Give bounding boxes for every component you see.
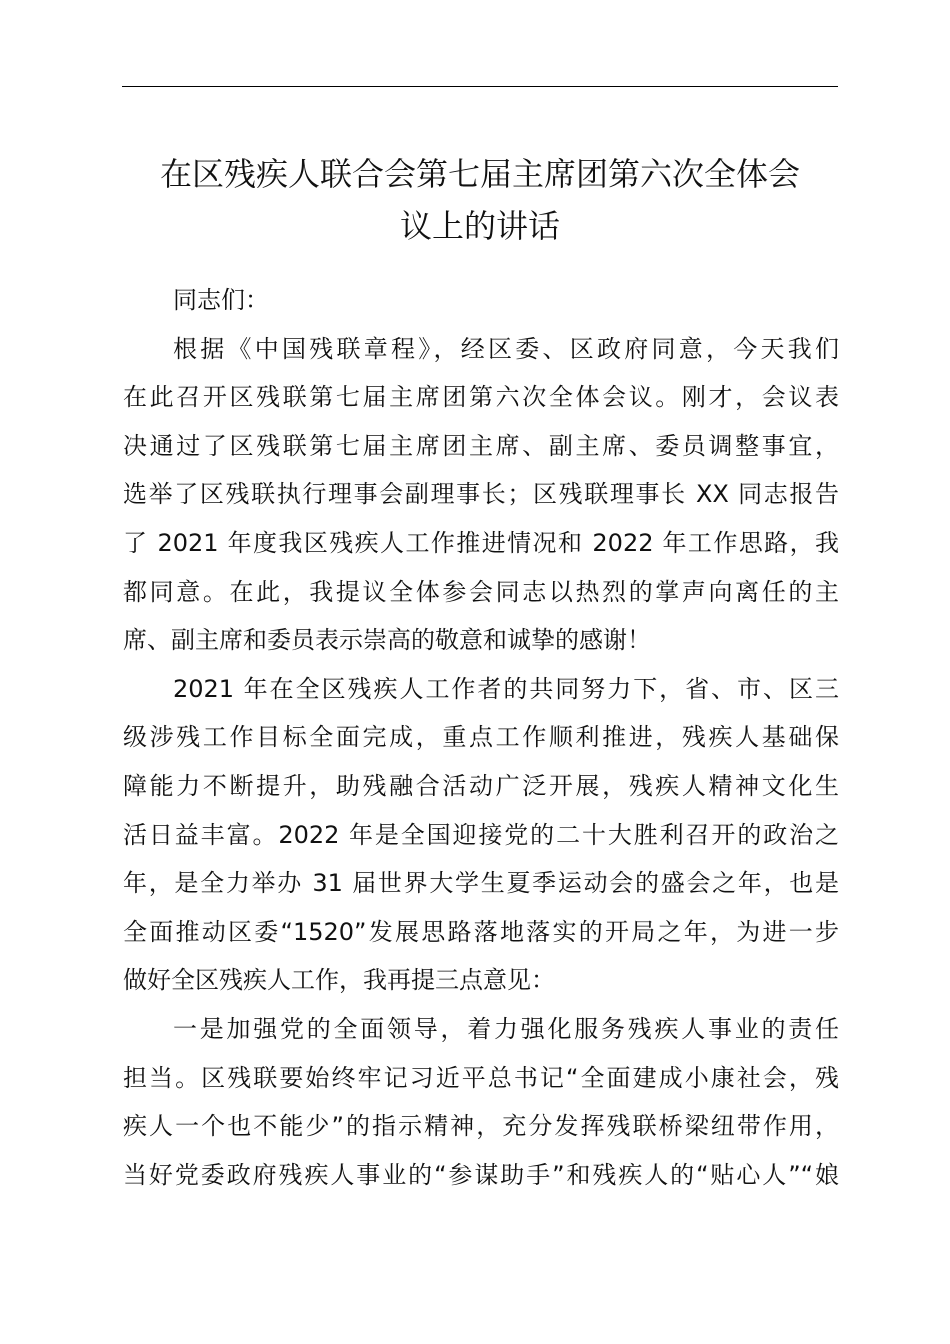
header-rule bbox=[122, 86, 838, 87]
paragraph-1-line: 决通过了区残联第七届主席团主席、副主席、委员调整事宜， bbox=[123, 431, 839, 460]
paragraph-1-line: 根据《中国残联章程》，经区委、区政府同意，今天我们 bbox=[173, 334, 839, 363]
title-line-1: 在区残疾人联合会第七届主席团第六次全体会 bbox=[159, 155, 800, 193]
paragraph-1-line: 了 2021 年度我区残疾人工作推进情况和 2022 年工作思路，我 bbox=[123, 528, 839, 557]
paragraph-2-line: 级涉残工作目标全面完成，重点工作顺利推进，残疾人基础保 bbox=[123, 723, 839, 752]
salutation: 同志们： bbox=[173, 286, 269, 314]
document-body bbox=[123, 276, 839, 1199]
paragraph-3-line: 一是加强党的全面领导，着力强化服务残疾人事业的责任 bbox=[173, 1014, 839, 1043]
paragraph-1-line: 选举了区残联执行理事会副理事长；区残联理事长 XX 同志报告 bbox=[123, 480, 839, 509]
paragraph-1-line: 都同意。在此，我提议全体参会同志以热烈的掌声向离任的主 bbox=[123, 577, 839, 606]
title-line-2: 议上的讲话 bbox=[399, 207, 560, 245]
paragraph-2-line: 活日益丰富。2022 年是全国迎接党的二十大胜利召开的政治之 bbox=[123, 820, 839, 849]
document-title bbox=[110, 148, 850, 252]
paragraph-2-line: 障能力不断提升，助残融合活动广泛开展，残疾人精神文化生 bbox=[123, 771, 839, 800]
paragraph-1-line: 席、副主席和委员表示崇高的敬意和诚挚的感谢！ bbox=[123, 626, 651, 655]
paragraph-1-line: 在此召开区残联第七届主席团第六次全体会议。刚才，会议表 bbox=[123, 383, 839, 412]
paragraph-2-line: 做好全区残疾人工作，我再提三点意见： bbox=[123, 966, 555, 995]
paragraph-3-line: 当好党委政府残疾人事业的“参谋助手”和残疾人的“贴心人”“娘 bbox=[123, 1160, 839, 1189]
paragraph-3-line: 担当。区残联要始终牢记习近平总书记“全面建成小康社会，残 bbox=[123, 1063, 839, 1092]
paragraph-2-line: 全面推动区委“1520”发展思路落地落实的开局之年，为进一步 bbox=[123, 917, 839, 946]
paragraph-3-line: 疾人一个也不能少”的指示精神，充分发挥残联桥梁纽带作用， bbox=[123, 1112, 839, 1141]
paragraph-2-line: 年，是全力举办 31 届世界大学生夏季运动会的盛会之年，也是 bbox=[123, 869, 839, 898]
paragraph-2-line: 2021 年在全区残疾人工作者的共同努力下，省、市、区三 bbox=[173, 674, 839, 703]
